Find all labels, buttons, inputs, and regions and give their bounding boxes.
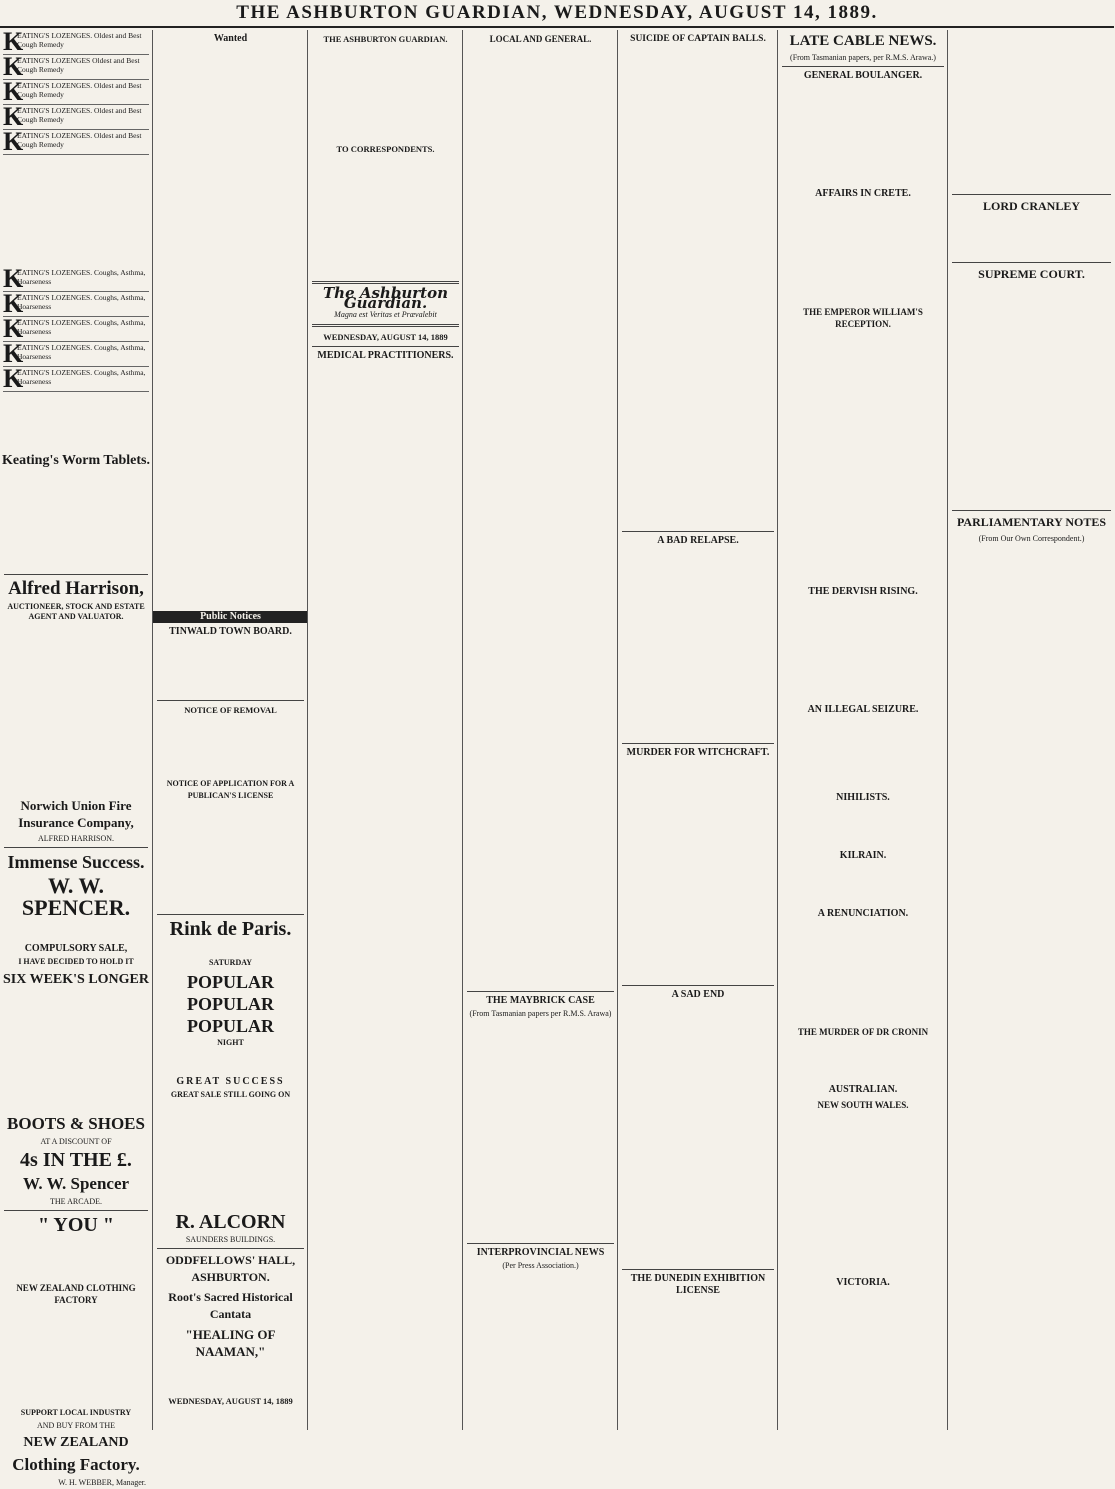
suicide-heading: SUICIDE OF CAPTAIN BALLS. [630, 34, 766, 44]
boots-heading: BOOTS & SHOES [7, 1113, 145, 1133]
alcorn-heading: R. ALCORN [175, 1210, 286, 1233]
keatings-ads: K EATING'S LOZENGES. Oldest and Best Cough Remedy K EATING'S LOZENGES Oldest and Best Cough Remedy K EATING'S LOZENGES. Oldest and Best Cough Remedy K EATING'S LOZENGES. Oldest and Best Cough Remedy K EATING'S LOZENGES. Oldest and Best Cough Remedy K EATING'S LOZENGES. Coughs, Asthma, Hoarseness K EATING'S LOZENGES. Coughs, Asthma, Hoarseness K EATING'S LOZENGES. Coughs, Asthma, Hoarseness K EATING'S LOZENGES. Coughs, Asthma, Hoarseness K EATING'S LOZENGES. Coughs, Asthma, Hoarseness [3, 30, 149, 392]
you-heading: " YOU " [38, 1214, 114, 1237]
six-weeks-heading: SIX WEEK'S LONGER [2, 971, 149, 987]
guardian-title: The Ashburton Guardian. [323, 284, 448, 313]
column-5 [617, 30, 778, 1430]
witchcraft-heading: MURDER FOR WITCHCRAFT. [626, 747, 770, 758]
medical-heading: MEDICAL PRACTITIONERS. [317, 350, 454, 362]
dunedin-heading: THE DUNEDIN EXHIBITION LICENSE [630, 1273, 766, 1296]
column-1: K EATING'S LOZENGES. Oldest and Best Cough Remedy K EATING'S LOZENGES Oldest and Best Cough Remedy K EATING'S LOZENGES. Oldest and Best Cough Remedy K EATING'S LOZENGES. Oldest and Best Cough Remedy K EATING'S LOZENGES. Oldest and Best Cough Remedy K EATING'S LOZENGES. Coughs, Asthma, Hoarseness K EATING'S LOZENGES. Coughs, Asthma, Hoarseness K EATING'S LOZENGES. Coughs, Asthma, Hoarseness K EATING'S LOZENGES. Coughs, Asthma, Hoarseness K EATING'S LOZENGES. Coughs, Asthma, Hoarseness Keating's Worm Tablets. Alfred Harrison, AUCTIONEER, STOCK AND ESTATE AGENT AND VALUATOR. Norwich Union Fire Insurance Company, ALFRED HARRISON. Immense Success. W. W. SPENCER. COMPULSORY SALE, I HAVE DECIDED TO HOLD IT SIX WEEK'S LONGER BOOTS & SHOES AT A DISCOUNT OF 4s IN THE £. W. W. Spencer THE ARCADE. " YOU " NEW ZEALAND CLOTHING FACTORY SUPPORT LOCAL INDUSTRY AND BUY FROM THE NEW ZEALAND Clothing Factory. W. H. WEBBER, Manager. [0, 30, 152, 1430]
four-shillings: 4s IN THE £. [20, 1149, 132, 1172]
spencer-heading: W. W. SPENCER. [21, 873, 131, 921]
column-3: THE ASHBURTON GUARDIAN. TO CORRESPONDENTS. The Ashburton Guardian. Magna est Veritas et Prævalebit WEDNESDAY, AUGUST 14, 1889 MEDICAL PRACTITIONERS. [307, 30, 463, 1430]
relapse-heading: A BAD RELAPSE. [657, 535, 739, 546]
interprovincial-heading: INTERPROVINCIAL NEWS [476, 1247, 605, 1259]
immense-heading: Immense Success. [7, 852, 145, 873]
column-4: LOCAL AND GENERAL. THE MAYBRICK CASE (From Tasmanian papers per R.M.S. Arawa) INTERPROVINCIAL NEWS (Per Press Association.) [462, 30, 618, 1430]
cable-news-heading: LATE CABLE NEWS. [789, 33, 937, 49]
public-notices-bar: Public Notices [153, 611, 308, 623]
correspondents-heading: TO CORRESPONDENTS. [336, 144, 435, 154]
supreme-court-heading: SUPREME COURT. [978, 267, 1085, 281]
harrison-heading: Alfred Harrison, [8, 578, 144, 599]
column-7: LORD CRANLEY SUPREME COURT. PARLIAMENTARY NOTES (From Our Own Correspondent.) [947, 30, 1115, 1430]
column-2: Wanted Public Notices TINWALD TOWN BOARD. NOTICE OF REMOVAL NOTICE OF APPLICATION FOR A PUBLICAN'S LICENSE Rink de Paris. SATURDAY POPULAR POPULAR POPULAR NIGHT GREAT SUCCESS GREAT SALE STILL GOING ON R. ALCORN SAUNDERS BUILDINGS. ODDFELLOWS' HALL, ASHBURTON. Root's Sacred Historical Cantata "HEALING OF NAAMAN," WEDNESDAY, AUGUST 14, 1889 [152, 30, 308, 1430]
cantata-heading: Root's Sacred Historical Cantata [168, 1290, 293, 1322]
rink-heading: Rink de Paris. [169, 918, 292, 941]
masthead: THE ASHBURTON GUARDIAN, WEDNESDAY, AUGUST 14, 1889. [0, 0, 1114, 28]
local-general-heading: LOCAL AND GENERAL. [489, 34, 592, 44]
sad-end-heading: A SAD END [671, 989, 725, 1000]
lord-cranley-heading: LORD CRANLEY [982, 199, 1080, 213]
wanted-heading: Wanted [213, 33, 248, 44]
clothing-factory-heading: Clothing Factory. [12, 1455, 140, 1475]
norwich-heading: Norwich Union Fire Insurance Company, [18, 797, 134, 830]
column-6: LATE CABLE NEWS. (From Tasmanian papers, per R.M.S. Arawa.) GENERAL BOULANGER. AFFAIRS IN CRETE. THE EMPEROR WILLIAM'S RECEPTION. THE DERVISH RISING. AN ILLEGAL SEIZURE. NIHILISTS. KILRAIN. A RENUNCIATION. THE MURDER OF DR CRONIN AUSTRALIAN. NEW SOUTH WALES. VICTORIA. [777, 30, 948, 1430]
maybrick-heading: THE MAYBRICK CASE [486, 995, 595, 1006]
parliamentary-heading: PARLIAMENTARY NOTES [956, 515, 1107, 529]
worm-tablets-heading: Keating's Worm Tablets. [2, 453, 150, 468]
